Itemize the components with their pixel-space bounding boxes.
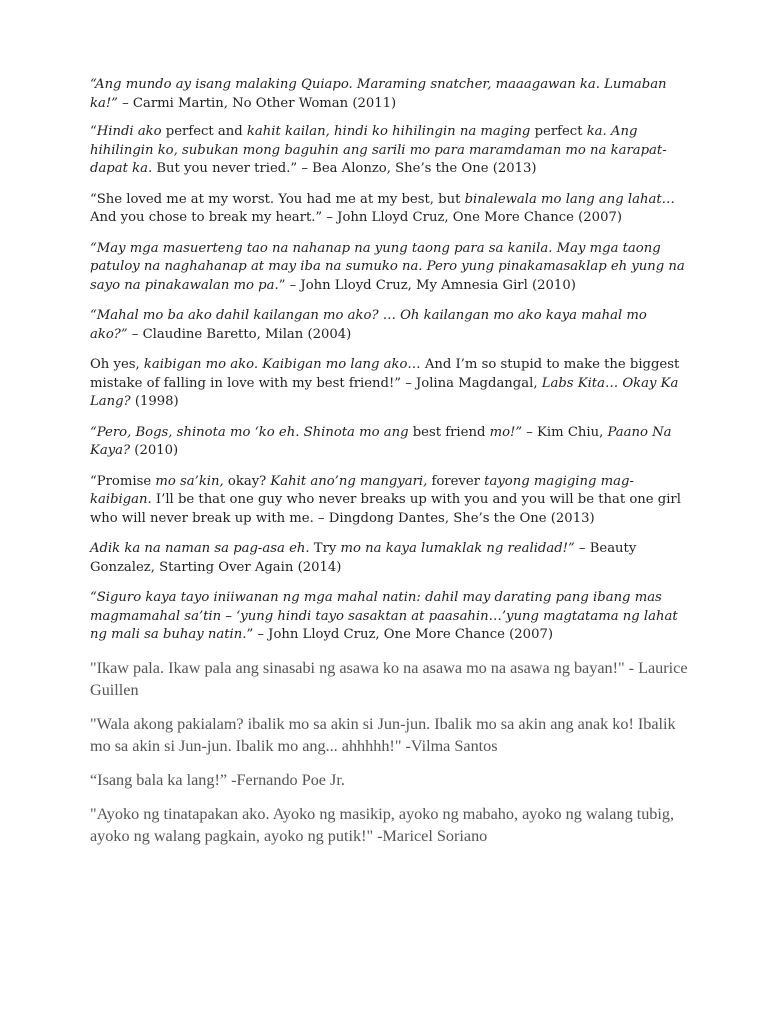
quote-paragraph: "Wala akong pakialam? ibalik mo sa akin si Jun-jun. Ibalik mo sa akin ang anak ko! Ibalik mo sa akin si Jun-jun. Ibalik mo ang... ahhhhh!" -Vilma Santos [90,714,676,755]
italic-text-run: mo na kaya lumaklak ng realidad!” [340,541,575,556]
italic-text-run: Hindi ako [96,124,162,139]
quote-list [90,76,688,645]
italic-text-run: mo sa’kin, [155,473,224,489]
text-run: best friend [408,424,490,440]
quote-paragraph [90,307,688,344]
text-run: perfect and [161,124,247,139]
italic-text-run: “Ang mundo ay isang malaking Quiapo. Maraming snatcher, maaagawan ka. Lumaban ka!” [90,77,667,111]
quote-paragraph [90,424,688,461]
italic-text-run: tayong magiging mag-kaibigan. [90,473,634,507]
text-run: forever [427,473,485,489]
italic-text-run: binalewala mo lang ang lahat… [464,191,675,207]
quote-paragraph [90,191,688,228]
quote-paragraph: "Ikaw pala. Ikaw pala ang sinasabi ng asawa ko na asawa mo na asawa ng bayan!" - Laurice Guillen [90,658,688,699]
text-run: okay? [223,473,271,489]
quote-paragraph [90,473,688,529]
text-run: – Kim Chiu, [522,424,608,440]
italic-text-run: kaibigan mo ako. Kaibigan mo lang ako… [143,357,421,372]
quote-paragraph [90,240,688,296]
text-run: “Promise [90,473,156,489]
text-run: – Carmi Martin, No Other Woman (2011) [117,95,397,111]
italic-text-run: “Pero, Bogs, shinota mo ‘ko eh. Shinota mo ang [90,424,409,440]
text-run: But you never tried.” – Bea Alonzo, She’s the One (2013) [152,161,537,176]
quote-paragraph: “Isang bala ka lang!” -Fernando Poe Jr. [90,770,345,789]
text-run: And you chose to break my heart.” – John Lloyd Cruz, One More Chance (2007) [90,210,622,225]
text-run: “ [90,124,97,139]
plain-quote-list [90,657,688,847]
text-run: perfect [530,124,587,139]
italic-text-run: ka. Ang hihilingin ko, subukan mong baguhin ang sarili mo para maramdaman mo na karapat-dapat ka. [90,124,667,176]
text-run: And I’m so stupid to make the biggest mistake of falling in love with my best friend!” – Jolina Magdangal, [90,357,680,391]
quote-paragraph [90,540,688,577]
text-run: (2010) [130,443,179,458]
text-run: – Claudine Baretto, Milan (2004) [127,326,352,342]
text-run: Try [309,541,341,556]
text-run: ” – John Lloyd Cruz, One More Chance (2007) [246,627,553,642]
italic-text-run: Paano Na Kaya? [90,424,672,458]
text-run: I’ll be that one guy who never breaks up with you and you will be that one girl who will never break up with me. – Dingdong Dantes, She’s the One (2013) [90,492,681,526]
italic-text-run: “May mga masuerteng tao na nahanap na yung taong para sa kanila. May mga taong patuloy na naghahanap at may iba na sumuko na. Pero yung pinakamasaklap eh yung na sayo na pinakawalan mo pa. [90,240,685,293]
quote-paragraph [90,356,688,412]
text-run: “She loved me at my worst. You had me at my best, but [90,191,465,207]
quote-paragraph: "Ayoko ng tinatapakan ako. Ayoko ng masikip, ayoko ng mabaho, ayoko ng walang tubig, ayoko ng walang pagkain, ayoko ng putik!" -Maricel Soriano [90,804,675,845]
italic-text-run: “Siguro kaya tayo iniiwanan ng mga mahal natin: dahil may darating pang ibang mas magmamahal sa’tin – ‘yung hindi tayo sasaktan at paasahin…’yung magtatama ng lahat ng mali sa buhay natin. [90,590,678,642]
text-run: – Beauty Gonzalez, Starting Over Again (2014) [90,541,637,575]
italic-text-run: Labs Kita… Okay Ka Lang? [90,375,679,409]
italic-text-run: Kahit ano’ng mangyari, [270,473,428,489]
quote-paragraph [90,76,688,113]
italic-text-run: Adik ka na naman sa pag-asa eh. [90,541,310,556]
quote-paragraph [90,589,688,645]
italic-text-run: mo!” [489,424,523,440]
quote-paragraph [90,123,688,179]
text-run: Oh yes, [90,357,144,372]
text-run: (1998) [130,394,179,409]
italic-text-run: kahit kailan, hindi ko hihilingin na maging [246,124,531,139]
text-run: ” – John Lloyd Cruz, My Amnesia Girl (2010) [278,277,576,293]
italic-text-run: “Mahal mo ba ako dahil kailangan mo ako? … Oh kailangan mo ako kaya mahal mo ako?” [90,308,647,342]
